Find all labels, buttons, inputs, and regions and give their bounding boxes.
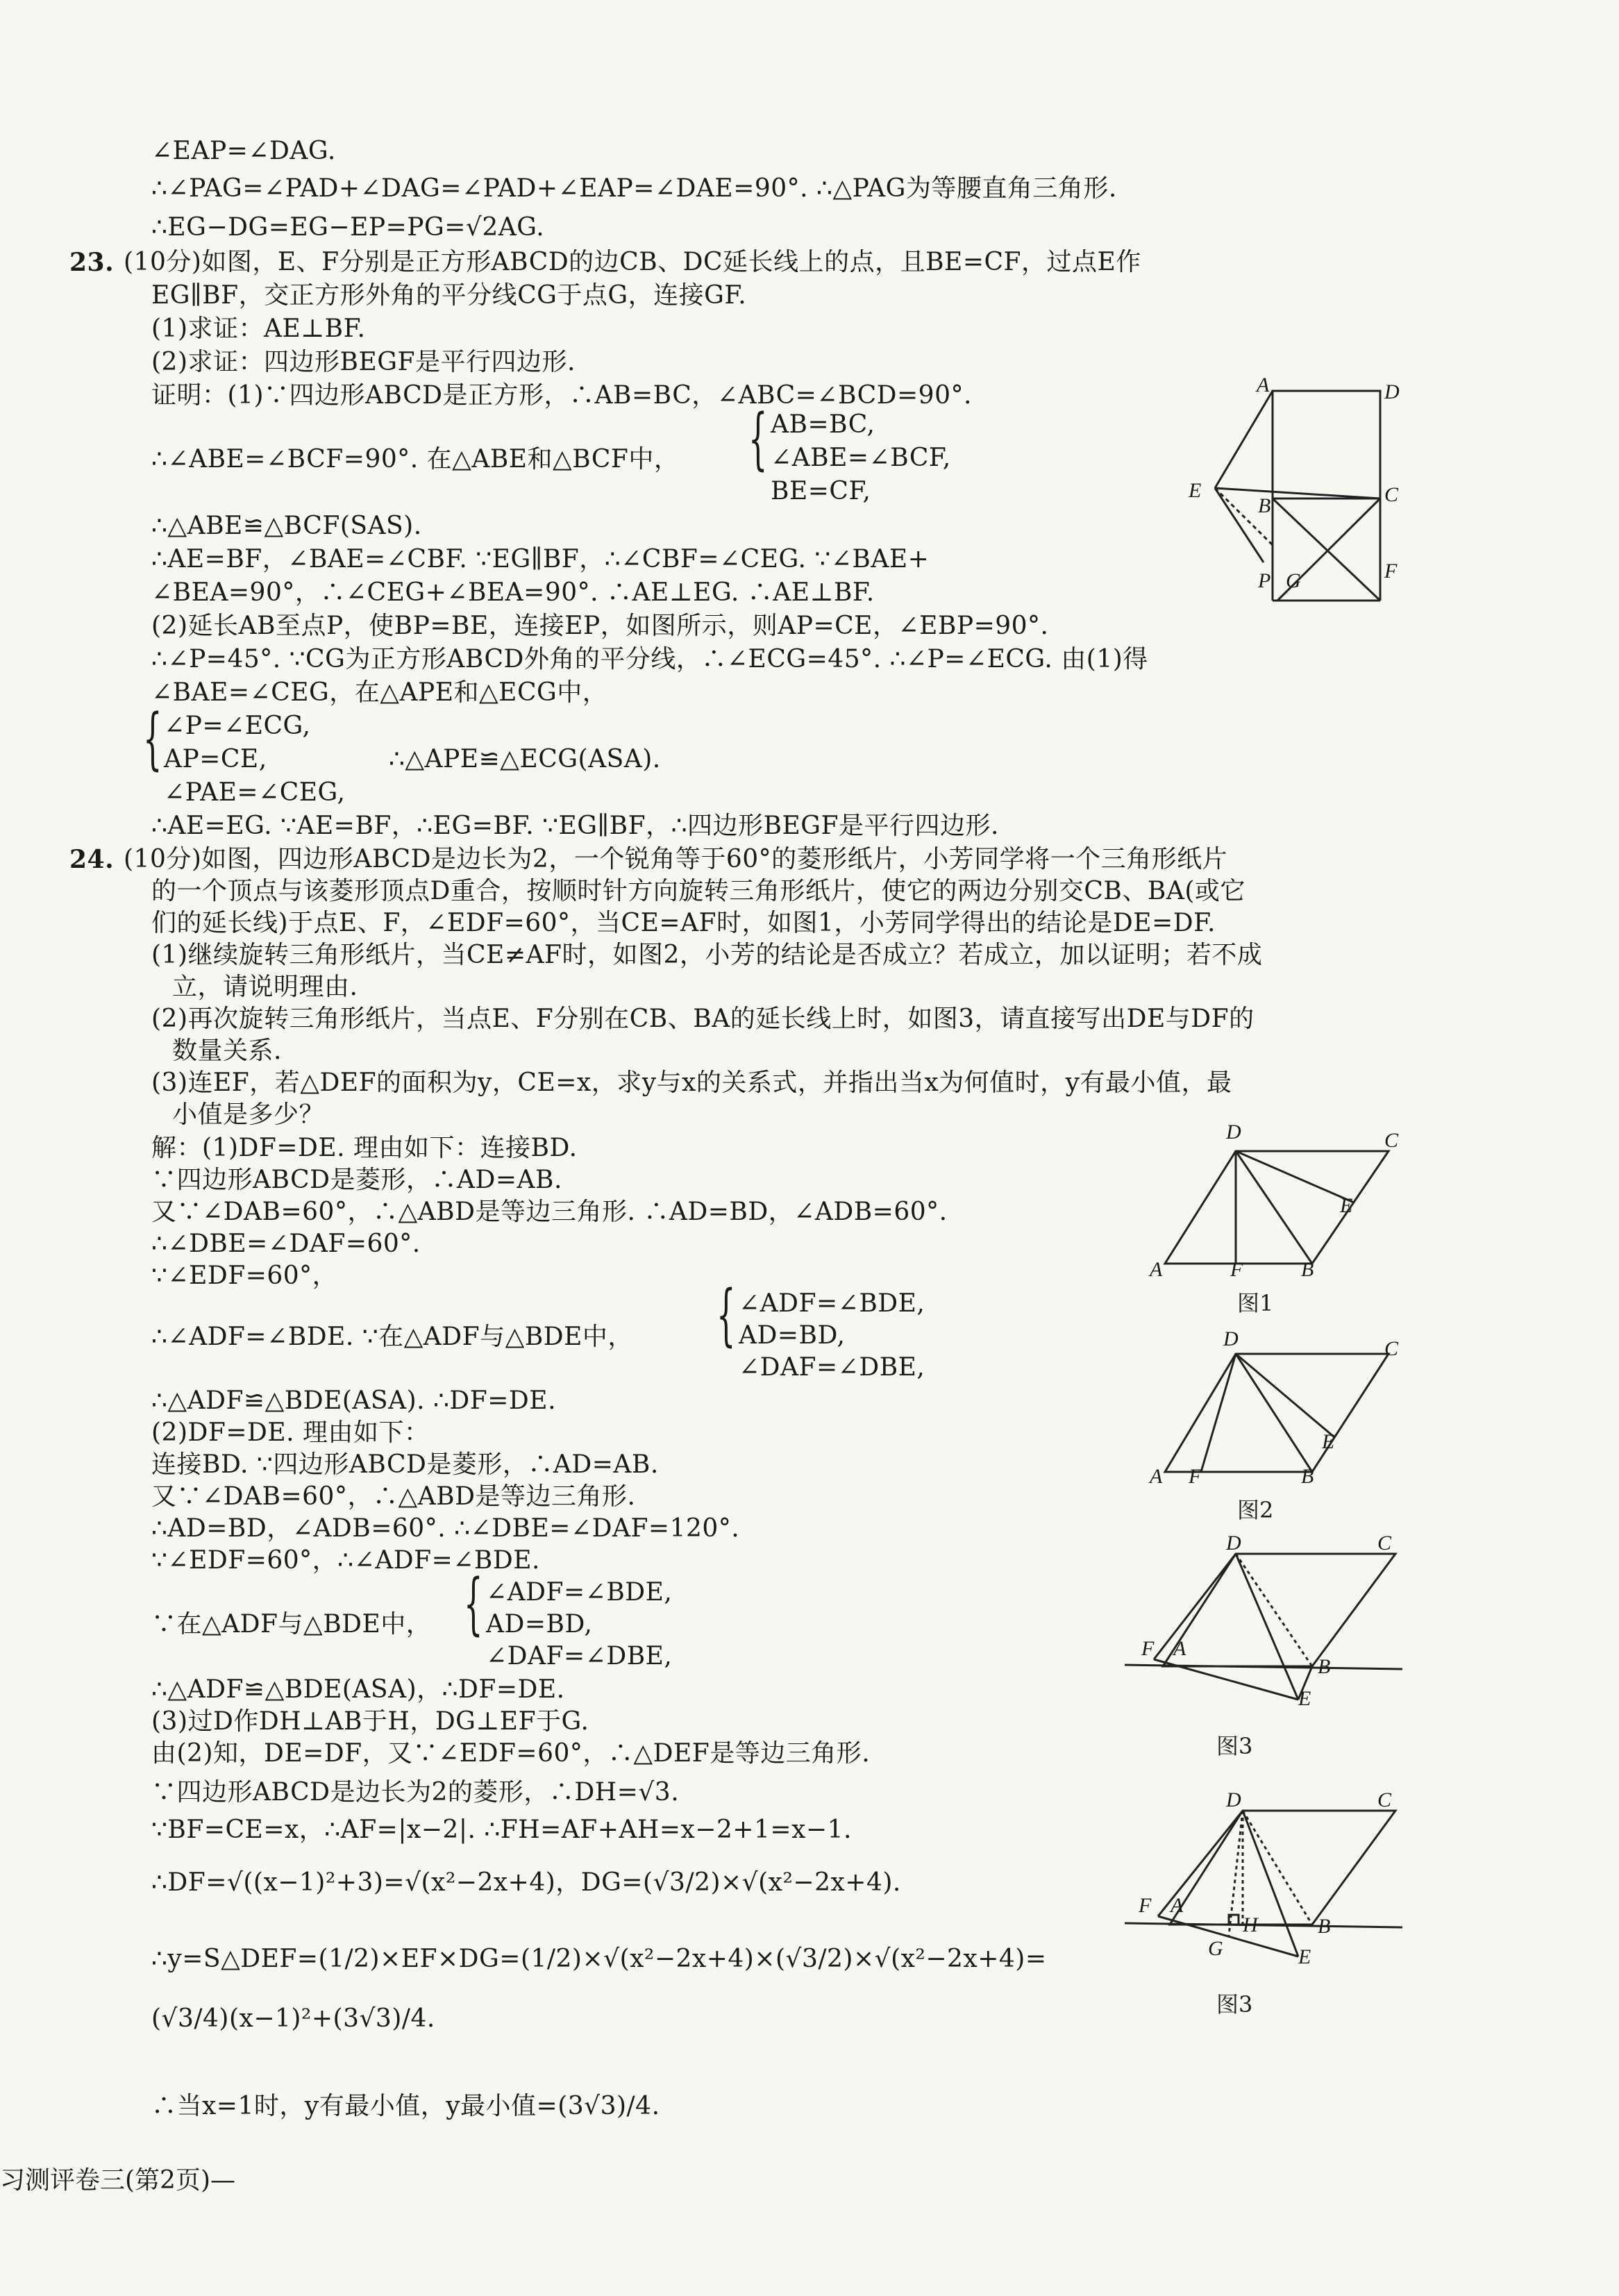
solution-line: 解：(1)DF=DE. 理由如下：连接BD. (151, 1134, 578, 1162)
fig-label: C (1377, 1788, 1392, 1811)
fig-label: C (1377, 1532, 1392, 1555)
solution-line: (2)DF=DE. 理由如下： (151, 1418, 430, 1447)
solution-line: ∵四边形ABCD是菱形，∴AD=AB. (151, 1166, 562, 1194)
fig-label: B (1318, 1915, 1331, 1938)
figure-caption: 图3 (1216, 1733, 1253, 1759)
solution-line: ∴∠ABE=∠BCF=90°. 在△ABE和△BCF中， (151, 445, 680, 474)
solution-line: ∴△ADF≌△BDE(ASA)，∴DF=DE. (151, 1675, 565, 1704)
fig-label: E (1322, 1430, 1335, 1453)
equation-system-line: AB=BC, (771, 410, 875, 439)
fig-label: E (1298, 1945, 1311, 1968)
solution-line: ∵在△ADF与△BDE中， (151, 1610, 432, 1639)
fig-label: A (1171, 1894, 1184, 1917)
solution-line: 连接BD. ∵四边形ABCD是菱形，∴AD=AB. (151, 1450, 659, 1479)
solution-line: ∴△APE≌△ECG(ASA). (389, 745, 661, 773)
question-stem: (10分)如图，E、F分别是正方形ABCD的边CB、DC延长线上的点，且BE=CF，过点E作 (124, 248, 1141, 276)
solution-line: ∴AD=BD，∠ADB=60°. ∴∠DBE=∠DAF=120°. (151, 1514, 740, 1543)
sub-question: (2)再次旋转三角形纸片，当点E、F分别在CB、BA的延长线上时，如图3，请直接写出DE与DF的 (151, 1005, 1255, 1033)
solution-line: ∴DF=√((x−1)²+3)=√(x²−2x+4)，DG=(√3/2)×√(x²−2x+4). (151, 1868, 901, 1897)
sub-question: 小值是多少？ (172, 1100, 325, 1129)
question-stem: 们的延长线)于点E、F，∠EDF=60°，当CE=AF时，如图1，小芳同学得出的结论是DE=DF. (151, 909, 1216, 937)
brace: { (748, 400, 768, 478)
fig-label: A (1173, 1637, 1186, 1660)
sub-question: (2)求证：四边形BEGF是平行四边形. (151, 348, 576, 376)
q24-figure-3 (1125, 1541, 1416, 1715)
equation-system-line: ∠DAF=∠DBE, (739, 1353, 925, 1382)
fig-label: F (1141, 1637, 1155, 1660)
q24-figure-4 (1125, 1798, 1416, 1972)
question-stem: (10分)如图，四边形ABCD是边长为2，一个锐角等于60°的菱形纸片，小芳同学将一个三角形纸片 (124, 845, 1228, 873)
solution-line: (2)延长AB至点P，使BP=BE，连接EP，如图所示，则AP=CE，∠EBP=90°. (151, 612, 1049, 640)
fig-label: B (1301, 1465, 1314, 1488)
fig-label: P (1258, 569, 1271, 592)
solution-line: ∠BAE=∠CEG，在△APE和△ECG中， (151, 678, 608, 707)
solution-line: ∴∠DBE=∠DAF=60°. (151, 1230, 421, 1258)
equation-system-line: ∠P=∠ECG, (164, 712, 311, 740)
fig-label: C (1384, 1129, 1399, 1152)
page-footer: 习测评卷三(第2页)— (0, 2166, 235, 2195)
fig-label: B (1301, 1258, 1314, 1281)
fig-label: E (1298, 1687, 1311, 1710)
question-stem: 的一个顶点与该菱形顶点D重合，按顺时针方向旋转三角形纸片，使它的两边分别交CB、BA(或它 (151, 877, 1245, 905)
question-number: 24. (69, 845, 115, 874)
equation-system-line: ∠PAE=∠CEG, (164, 778, 346, 807)
fig-label: E (1189, 479, 1202, 502)
solution-line: 由(2)知，DE=DF，又∵∠EDF=60°，∴△DEF是等边三角形. (151, 1739, 871, 1768)
fig-label: A (1150, 1258, 1163, 1281)
fig-label: D (1226, 1788, 1241, 1811)
solution-line: ∴∠P=45°. ∵CG为正方形ABCD外角的平分线，∴∠ECG=45°. ∴∠P=∠ECG. 由(1)得 (151, 645, 1148, 673)
equation-system-line: ∠ABE=∠BCF, (771, 444, 951, 472)
solution-line: ∵四边形ABCD是边长为2的菱形，∴DH=√3. (151, 1778, 680, 1807)
solution-line: (√3/4)(x−1)²+(3√3)/4. (151, 2004, 435, 2033)
text-line: ∠EAP=∠DAG. (151, 137, 336, 165)
equation-system-line: AD=BD, (486, 1610, 593, 1639)
fig-label: B (1258, 494, 1271, 517)
fig-label: D (1226, 1121, 1241, 1143)
fig-label: C (1384, 483, 1399, 506)
equation-system-line: AP=CE, (164, 745, 267, 773)
figure-caption: 图3 (1216, 1991, 1253, 2018)
brace: { (716, 1276, 736, 1354)
text-line: ∴EG−DG=EG−EP=PG=√2AG. (151, 213, 545, 242)
question-number: 23. (69, 248, 115, 277)
solution-line: ∴AE=BF，∠BAE=∠CBF. ∵EG∥BF，∴∠CBF=∠CEG. ∵∠BAE+ (151, 545, 930, 573)
brace: { (464, 1565, 483, 1643)
solution-line: ∴△ADF≌△BDE(ASA). ∴DF=DE. (151, 1386, 557, 1415)
solution-line: ∴∠ADF=∠BDE. ∵在△ADF与△BDE中， (151, 1323, 633, 1351)
equation-system-line: AD=BD, (739, 1321, 846, 1350)
fig-label: F (1230, 1258, 1243, 1281)
solution-line: ∵∠EDF=60°，∴∠ADF=∠BDE. (151, 1546, 540, 1575)
fig-label: D (1226, 1532, 1241, 1555)
equation-system-line: BE=CF, (771, 477, 871, 505)
fig-label: B (1318, 1655, 1331, 1678)
fig-label: F (1384, 560, 1398, 583)
sub-question: (3)连EF，若△DEF的面积为y，CE=x，求y与x的关系式，并指出当x为何值时，y有最小值，最 (151, 1069, 1232, 1097)
sub-question: 数量关系. (172, 1037, 282, 1065)
figure-caption: 图1 (1237, 1290, 1274, 1316)
solution-line: ∵∠EDF=60°， (151, 1262, 338, 1290)
fig-label: A (1257, 374, 1270, 396)
solution-line: (3)过D作DH⊥AB于H，DG⊥EF于G. (151, 1707, 589, 1736)
question-stem: EG∥BF，交正方形外角的平分线CG于点G，连接GF. (151, 281, 747, 310)
fig-label: A (1150, 1465, 1163, 1488)
fig-label: G (1208, 1937, 1223, 1960)
solution-line: ∵BF=CE=x，∴AF=|x−2|. ∴FH=AF+AH=x−2+1=x−1. (151, 1816, 852, 1844)
solution-line: ∴△ABE≌△BCF(SAS). (151, 512, 422, 540)
fig-label: C (1384, 1337, 1399, 1360)
solution-line: ∴当x=1时，y有最小值，y最小值=(3√3)/4. (151, 2092, 660, 2120)
fig-label: E (1340, 1194, 1353, 1217)
solution-line: ∴AE=EG. ∵AE=BF，∴EG=BF. ∵EG∥BF，∴四边形BEGF是平行四边形. (151, 812, 999, 840)
sub-question: (1)继续旋转三角形纸片，当CE≠AF时，如图2，小芳的结论是否成立？若成立，加以证明；若不成 (151, 941, 1263, 969)
solution-line: 又∵∠DAB=60°，∴△ABD是等边三角形. ∴AD=BD，∠ADB=60°. (151, 1198, 948, 1226)
text-line: ∴∠PAG=∠PAD+∠DAG=∠PAD+∠EAP=∠DAE=90°. ∴△PAG为等腰直角三角形. (151, 174, 1117, 203)
solution-line: 证明：(1)∵四边形ABCD是正方形，∴AB=BC，∠ABC=∠BCD=90°. (151, 381, 972, 410)
fig-label: G (1286, 569, 1301, 592)
fig-label: H (1243, 1913, 1258, 1936)
equation-system-line: ∠ADF=∠BDE, (486, 1578, 673, 1607)
solution-line: 又∵∠DAB=60°，∴△ABD是等边三角形. (151, 1482, 636, 1511)
fig-label: F (1189, 1465, 1202, 1488)
solution-line: ∴y=S△DEF=(1/2)×EF×DG=(1/2)×√(x²−2x+4)×(√3/2)×√(x²−2x+4)= (151, 1945, 1047, 1973)
equation-system-line: ∠DAF=∠DBE, (486, 1642, 673, 1670)
solution-line: ∠BEA=90°，∴∠CEG+∠BEA=90°. ∴AE⊥EG. ∴AE⊥BF. (151, 578, 875, 607)
fig-label: D (1223, 1327, 1239, 1350)
equation-system-line: ∠ADF=∠BDE, (739, 1289, 925, 1318)
figure-caption: 图2 (1237, 1497, 1274, 1523)
fig-label: F (1139, 1894, 1152, 1917)
brace: { (143, 700, 162, 778)
q24-figure-1 (1152, 1139, 1416, 1277)
sub-question: 立，请说明理由. (172, 973, 358, 1001)
sub-question: (1)求证：AE⊥BF. (151, 315, 366, 343)
fig-label: D (1384, 380, 1400, 403)
